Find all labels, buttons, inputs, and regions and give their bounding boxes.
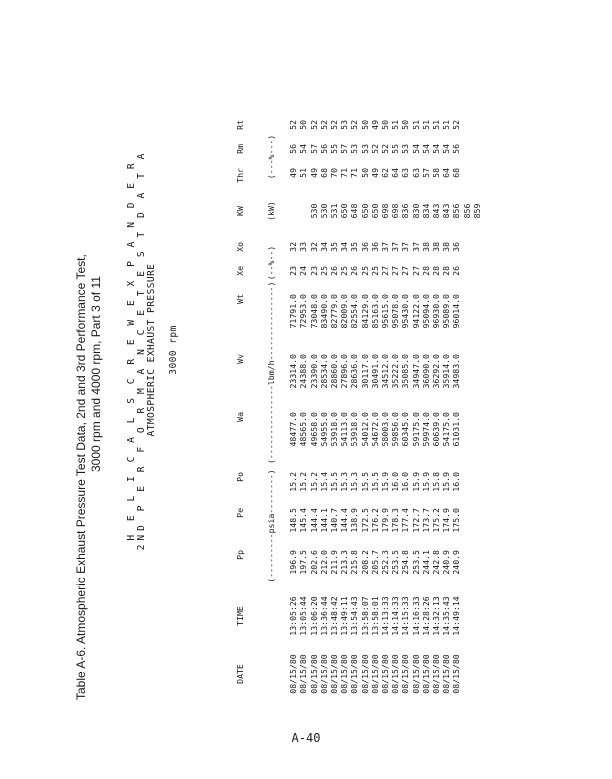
table-cell: 13:48:42	[329, 596, 339, 636]
table-cell: 240.9	[441, 550, 452, 575]
page-number: A-40	[291, 731, 321, 745]
table-cell: 37	[390, 242, 401, 252]
table-cell: 15.9	[410, 472, 421, 492]
table-cell: 49	[288, 168, 299, 178]
table-cell: 176.2	[369, 508, 380, 533]
table-cell: 37	[400, 242, 411, 252]
table-heading	[127, 0, 179, 700]
table-cell: 85163.0	[369, 294, 380, 329]
table-cell: 177.4	[400, 508, 411, 533]
column-header: Po	[235, 472, 246, 482]
table-cell: 174.9	[441, 508, 452, 533]
table-cell: 26	[349, 266, 360, 276]
column-header: Wt	[235, 294, 246, 304]
table-cell: 95430.0	[400, 294, 411, 329]
table-cell: 55	[329, 144, 339, 154]
heading-line-1: H E L I C A L S C R E W E X P A N D E R	[126, 159, 137, 541]
heading-rpm: 3000 rpm	[168, 325, 179, 375]
table-cell: 14:15:33	[400, 596, 411, 636]
table-cell: 54	[410, 144, 421, 154]
table-cell: 178.3	[390, 508, 401, 533]
table-cell: 15.5	[329, 472, 339, 492]
table-cell: 24388.0	[298, 354, 309, 389]
table-cell: 34512.0	[380, 354, 391, 389]
pct-unit-label-2: (---%---)	[266, 134, 276, 180]
table-cell: 15.9	[420, 472, 431, 492]
column-header: DATE	[235, 664, 246, 684]
table-cell: 56	[451, 144, 462, 154]
table-cell: 34947.0	[410, 354, 421, 389]
table-cell: 648	[349, 203, 360, 219]
table-cell: 08/15/80	[431, 654, 442, 694]
table-cell: 15.2	[288, 472, 299, 492]
table-cell: 35	[349, 242, 360, 252]
table-cell: 16.0	[451, 472, 462, 492]
table-cell: 172.7	[410, 508, 421, 533]
table-cell: 38	[441, 242, 452, 252]
table-cell: 08/15/80	[349, 654, 360, 694]
table-cell: 53	[400, 144, 411, 154]
table-cell: 08/15/80	[298, 654, 309, 694]
table-cell: 15.2	[298, 472, 309, 492]
table-cell: 14:13:33	[380, 596, 391, 636]
table-cell: 530	[318, 203, 329, 219]
table-cell: 253.5	[390, 550, 401, 575]
table-cell: 843	[441, 203, 452, 219]
table-cell: 27896.0	[339, 354, 350, 389]
column-header: Xe	[235, 266, 246, 276]
table-cell: 34983.0	[451, 354, 462, 389]
table-cell: 62	[380, 168, 391, 178]
table-cell: 84129.0	[359, 294, 370, 329]
table-cell: 82779.0	[329, 294, 339, 329]
table-cell: 15.9	[380, 472, 391, 492]
table-cell: 26	[451, 266, 462, 276]
table-cell: 212.0	[318, 550, 329, 575]
table-cell: 83490.0	[318, 294, 329, 329]
table-cell: 08/15/80	[451, 654, 462, 694]
table-cell: 82554.0	[349, 294, 360, 329]
table-cell: 49658.0	[308, 412, 319, 447]
table-cell: 95615.0	[380, 294, 391, 329]
table-cell: 13:05:44	[298, 596, 309, 636]
table-cell: 08/15/80	[380, 654, 391, 694]
table-cell: 28	[420, 266, 431, 276]
table-cell: 148.5	[288, 508, 299, 533]
table-cell: 54955.0	[318, 412, 329, 447]
column-po	[215, 472, 482, 502]
table-cell: 252.3	[380, 550, 391, 575]
table-cell: 14:32:13	[431, 596, 442, 636]
table-cell: 53	[359, 144, 370, 154]
table-cell: 25	[339, 266, 350, 276]
table-cell: 48565.0	[298, 412, 309, 447]
table-cell: 54	[431, 144, 442, 154]
table-cell: 95089.0	[441, 294, 452, 329]
table-cell: 211.9	[329, 550, 339, 575]
table-cell: 30117.0	[359, 354, 370, 389]
table-cell: 08/15/80	[318, 654, 329, 694]
column-date	[215, 648, 482, 700]
column-header: Thr	[235, 168, 246, 183]
table-cell: 33	[298, 242, 309, 252]
table-cell: 15.8	[431, 472, 442, 492]
table-cell: 95078.0	[390, 294, 401, 329]
table-cell: 56	[288, 144, 299, 154]
table-cell: 53918.0	[349, 412, 360, 447]
table-cell: 52	[329, 120, 339, 130]
column-header: Pe	[235, 508, 246, 518]
table-cell: 82009.0	[339, 294, 350, 329]
table-cell: 144.4	[339, 508, 350, 533]
table-cell: 58003.0	[380, 412, 391, 447]
table-cell: 138.9	[349, 508, 360, 533]
table-cell: 53	[339, 120, 350, 130]
column-wv	[215, 354, 482, 404]
table-cell: 35	[329, 242, 339, 252]
table-cell: 94122.0	[410, 294, 421, 329]
kw-unit-label: (kW)	[266, 201, 276, 221]
table-cell: 54	[420, 144, 431, 154]
table-cell: 28	[431, 266, 442, 276]
table-cell: 140.7	[329, 508, 339, 533]
table-cell: 836	[400, 203, 411, 219]
table-cell: 48477.0	[288, 412, 299, 447]
table-cell: 15.5	[369, 472, 380, 492]
table-cell: 34	[339, 242, 350, 252]
table-cell: 50	[380, 120, 391, 130]
table-cell: 14:14:33	[390, 596, 401, 636]
column-rm	[215, 144, 482, 162]
table-cell: 59856.0	[390, 412, 401, 447]
table-cell: 531	[329, 203, 339, 219]
table-cell: 54	[441, 144, 452, 154]
table-cell: 175.2	[431, 508, 442, 533]
table-cell: 50	[359, 120, 370, 130]
table-cell: 14:35:43	[441, 596, 452, 636]
table-cell: 64	[441, 168, 452, 178]
table-cell: 50	[359, 168, 370, 178]
table-cell: 70	[329, 168, 339, 178]
table-cell: 52	[318, 120, 329, 130]
table-cell: 173.7	[420, 508, 431, 533]
table-cell: 68	[451, 168, 462, 178]
table-cell: 240.9	[451, 550, 462, 575]
table-cell: 856	[451, 203, 462, 219]
table-cell: 28	[441, 266, 452, 276]
table-cell: 54012.0	[359, 412, 370, 447]
table-cell: 37	[410, 242, 421, 252]
table-cell: 52	[380, 144, 391, 154]
table-cell: 52	[349, 120, 360, 130]
column-header: KW	[235, 206, 246, 216]
table-cell: 36292.0	[431, 354, 442, 389]
table-cell: 28860.0	[329, 354, 339, 389]
table-cell: 650	[339, 203, 350, 219]
table-cell: 50	[400, 120, 411, 130]
table-cell: 144.4	[308, 508, 319, 533]
table-cell: 35914.0	[441, 354, 452, 389]
column-wt	[215, 294, 482, 344]
table-cell: 13:54:43	[349, 596, 360, 636]
table-cell: 59175.0	[410, 412, 421, 447]
table-cell: 37	[380, 242, 391, 252]
table-cell: 242.8	[431, 550, 442, 575]
table-cell: 698	[380, 203, 391, 219]
table-cell: 16.0	[390, 472, 401, 492]
psia-unit-label: (---------psia--------)	[266, 469, 276, 583]
table-cell: 175.0	[451, 508, 462, 533]
rotated-content	[52, 0, 482, 700]
table-cell: 254.8	[400, 550, 411, 575]
table-cell: 15.5	[359, 472, 370, 492]
table-cell: 179.9	[380, 508, 391, 533]
table-cell: 856	[461, 203, 472, 219]
table-cell: 68	[318, 168, 329, 178]
table-cell: 25	[359, 266, 370, 276]
table-cell: 834	[420, 203, 431, 219]
table-cell: 52	[308, 120, 319, 130]
table-cell: 26	[329, 266, 339, 276]
table-cell: 27	[410, 266, 421, 276]
table-cell: 38	[431, 242, 442, 252]
table-cell: 172.5	[359, 508, 370, 533]
table-cell: 52	[288, 120, 299, 130]
table-cell: 23314.0	[288, 354, 299, 389]
table-cell: 16.0	[400, 472, 411, 492]
table-cell: 58	[431, 168, 442, 178]
table-cell: 144.1	[318, 508, 329, 533]
table-cell: 57	[339, 144, 350, 154]
column-kw	[215, 196, 502, 226]
table-cell: 52	[451, 120, 462, 130]
table-cell: 61031.0	[451, 412, 462, 447]
table-cell: 08/15/80	[410, 654, 421, 694]
column-xo	[215, 242, 482, 260]
table-cell: 08/15/80	[400, 654, 411, 694]
table-cell: 27	[390, 266, 401, 276]
table-cell: 650	[359, 203, 370, 219]
table-cell: 34	[318, 242, 329, 252]
heading-line-3: ATMOSPHERIC EXHAUST PRESSURE	[146, 263, 157, 437]
table-cell: 36	[359, 242, 370, 252]
table-cell: 13:58:07	[359, 596, 370, 636]
table-cell: 15.3	[349, 472, 360, 492]
table-cell: 13:58:01	[369, 596, 380, 636]
table-cell: 13:06:20	[308, 596, 319, 636]
table-cell: 28534.0	[318, 354, 329, 389]
column-header: Rm	[235, 144, 246, 154]
table-cell: 59974.0	[420, 412, 431, 447]
table-cell: 15.9	[441, 472, 452, 492]
table-cell: 53	[349, 144, 360, 154]
table-cell: 95094.0	[420, 294, 431, 329]
table-caption	[74, 0, 103, 700]
table-cell: 53918.0	[329, 412, 339, 447]
table-cell: 196.9	[288, 550, 299, 575]
column-time	[215, 590, 482, 642]
table-cell: 13:49:11	[339, 596, 350, 636]
table-cell: 32	[308, 242, 319, 252]
table-cell: 08/15/80	[308, 654, 319, 694]
table-cell: 843	[431, 203, 442, 219]
table-cell: 36	[369, 242, 380, 252]
column-rt	[215, 120, 482, 138]
table-cell: 08/15/80	[339, 654, 350, 694]
table-cell: 253.5	[410, 550, 421, 575]
column-header: Wv	[235, 354, 246, 364]
table-cell: 51	[298, 168, 309, 178]
column-pe	[215, 508, 482, 544]
column-header: Xo	[235, 242, 246, 252]
table-cell: 15.4	[318, 472, 329, 492]
table-cell: 54	[298, 144, 309, 154]
table-cell: 63	[400, 168, 411, 178]
table-cell: 15.3	[339, 472, 350, 492]
table-cell: 64	[390, 168, 401, 178]
table-cell: 13:05:26	[288, 596, 299, 636]
table-cell: 08/15/80	[369, 654, 380, 694]
table-cell: 202.6	[308, 550, 319, 575]
table-cell: 23	[308, 266, 319, 276]
table-cell: 35222.0	[390, 354, 401, 389]
table-cell: 23390.0	[308, 354, 319, 389]
table-cell: 38	[420, 242, 431, 252]
table-cell: 08/15/80	[420, 654, 431, 694]
table-cell: 24	[298, 266, 309, 276]
caption-line-1: Table A-6. Atmospheric Exhaust Pressure Test Data, 2nd and 3rd Performance Test,	[74, 254, 88, 700]
table-cell: 215.8	[349, 550, 360, 575]
table-cell: 30491.0	[369, 354, 380, 389]
table-cell: 530	[308, 203, 319, 219]
table-cell: 23	[288, 266, 299, 276]
table-cell: 830	[410, 203, 421, 219]
table-cell: 52	[369, 144, 380, 154]
table-cell: 28636.0	[349, 354, 360, 389]
table-cell: 08/15/80	[441, 654, 452, 694]
table-cell: 244.1	[420, 550, 431, 575]
table-cell: 54175.0	[441, 412, 452, 447]
table-cell: 51	[390, 120, 401, 130]
table-cell: 08/15/80	[390, 654, 401, 694]
table-cell: 51	[410, 120, 421, 130]
table-cell: 60345.0	[400, 412, 411, 447]
column-header: Wa	[235, 412, 246, 422]
table-cell: 205.7	[369, 550, 380, 575]
table-cell: 197.5	[298, 550, 309, 575]
table-cell: 57	[420, 168, 431, 178]
table-cell: 51	[431, 120, 442, 130]
table-cell: 57	[308, 144, 319, 154]
table-cell: 36090.0	[420, 354, 431, 389]
table-cell: 50	[298, 120, 309, 130]
pct-unit-label-1: (--%--)	[266, 245, 276, 281]
table-cell: 25	[318, 266, 329, 276]
table-cell: 08/15/80	[359, 654, 370, 694]
table-cell: 56	[318, 144, 329, 154]
table-cell: 145.4	[298, 508, 309, 533]
table-cell: 213.3	[339, 550, 350, 575]
heading-line-2: 2ND P E R F O R M A N C E T E S T D A T A	[136, 149, 147, 551]
table-cell: 27	[380, 266, 391, 276]
table-cell: 49	[308, 168, 319, 178]
table-cell: 49	[369, 168, 380, 178]
table-cell: 15.2	[308, 472, 319, 492]
caption-line-2: 3000 rpm and 4000 rpm, Part 3 of 11	[89, 276, 103, 472]
table-cell: 60639.0	[431, 412, 442, 447]
table-cell: 859	[471, 203, 482, 219]
table-cell: 51	[441, 120, 452, 130]
table-cell: 35085.0	[400, 354, 411, 389]
table-cell: 650	[369, 203, 380, 219]
column-header: Pp	[235, 550, 246, 560]
table-cell: 96014.0	[451, 294, 462, 329]
table-cell: 72953.0	[298, 294, 309, 329]
table-cell: 51	[420, 120, 431, 130]
table-cell: 14:28:26	[420, 596, 431, 636]
lbm-unit-label: (---------------lbm/h---------------)	[266, 281, 276, 464]
table-cell: 14:16:33	[410, 596, 421, 636]
table-cell: 73048.0	[308, 294, 319, 329]
table-cell: 36	[451, 242, 462, 252]
table-cell: 13:36:44	[318, 596, 329, 636]
table-cell: 71	[339, 168, 350, 178]
table-cell: 27	[400, 266, 411, 276]
table-cell: 49	[369, 120, 380, 130]
table-cell: 08/15/80	[329, 654, 339, 694]
table-cell: 96930.0	[431, 294, 442, 329]
table-cell: 54672.0	[369, 412, 380, 447]
table-cell: 63	[410, 168, 421, 178]
column-header: TIME	[235, 606, 246, 626]
table-cell: 54113.0	[339, 412, 350, 447]
table-cell: 08/15/80	[288, 654, 299, 694]
table-cell: 32	[288, 242, 299, 252]
table-cell: 208.2	[359, 550, 370, 575]
table-cell: 55	[390, 144, 401, 154]
table-cell: 71	[349, 168, 360, 178]
table-cell: 14:49:14	[451, 596, 462, 636]
table-cell: 71791.0	[288, 294, 299, 329]
table-cell: 25	[369, 266, 380, 276]
column-header: Rt	[235, 120, 246, 130]
table-cell: 698	[390, 203, 401, 219]
